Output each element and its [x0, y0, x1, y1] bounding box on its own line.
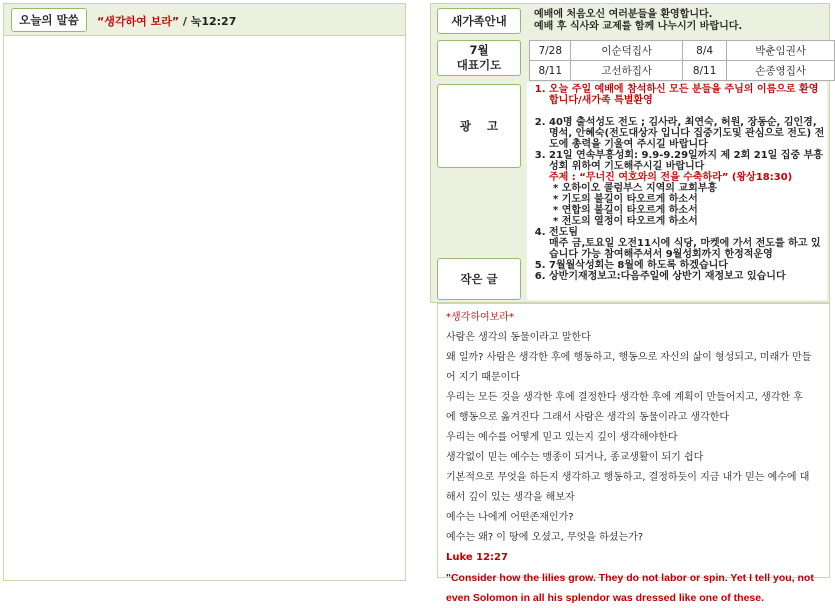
announcements-content [527, 82, 827, 300]
prayer-label [437, 40, 521, 76]
announcement-4-body: 매주 금,토요일 오전11시에 식당, 마켓에 가서 전도를 하고 있습니다 가능 참여해주셔서 9월성회까지 한정적운영 [549, 238, 821, 260]
essay-line: 기본적으로 무엇을 하든지 생각하고 행동하고, 결정하듯이 지금 내가 믿는 예수에 대 [446, 472, 810, 483]
essay-heading: *생각하여보라* [446, 312, 514, 323]
todays-word-label-text: 오늘의 말씀 [19, 13, 79, 27]
announcement-3-sub: * 전도의 열정이 타오르게 하소서 [553, 216, 698, 227]
list-item [549, 84, 827, 117]
todays-word-label [11, 8, 87, 32]
scripture-quote-line-1: "Consider how the lilies grow. They do not labor or spin. Yet I tell you, not [446, 572, 814, 584]
essay-line: 에 행동으로 옮겨진다 그래서 사람은 생각의 동물이라고 생각한다 [446, 412, 730, 423]
table-cell: 손종영집사 [727, 61, 835, 81]
essay-line: 우리는 예수를 어떻게 믿고 있는지 깊이 생각해야한다 [446, 432, 678, 443]
list-item [549, 150, 827, 227]
table-cell: 박춘임권사 [727, 41, 835, 61]
announcement-3: 21일 연속부흥성회: 9.9-9.29일까지 제 2회 21일 집중 부흥성회 위하여 기도해주시길 바랍니다 [549, 150, 823, 172]
prayer-schedule [529, 40, 835, 81]
list-item [549, 260, 827, 271]
verse-reference: / 눅12:27 [179, 15, 237, 28]
table-cell: 8/11 [530, 61, 571, 81]
list-item [549, 227, 827, 260]
table-cell: 고선하집사 [571, 61, 683, 81]
newcomer-line-2: 예배 후 식사와 교제를 함께 나누시기 바랍니다. [534, 21, 743, 32]
essay-line: 예수는 왜? 이 땅에 오셨고, 무엇을 하셨는가? [446, 532, 644, 543]
essay-line: 예수는 나에게 어떤존재인가? [446, 512, 574, 523]
newcomer-label-text: 새가족안내 [451, 14, 507, 28]
announcement-3-sub: * 오하이오 콜럼부스 지역의 교회부흥 [553, 183, 718, 194]
prayer-label-month: 7월 [469, 43, 489, 57]
essay-line: 생각없이 믿는 예수는 맹종이 되거나, 종교생활이 되기 쉽다 [446, 452, 704, 463]
announcement-5: 7월월삭성회는 8월에 하도록 하겠습니다 [549, 260, 728, 271]
table-row [530, 61, 835, 81]
scripture-reference: Luke 12:27 [446, 552, 508, 563]
scripture-quote-line-2: even Solomon in all his splendor was dressed like one of these. [446, 592, 765, 604]
announcement-3-sub: * 연합의 불길이 타오르게 하소서 [553, 205, 698, 216]
table-cell: 이순덕집사 [571, 41, 683, 61]
table-cell: 7/28 [530, 41, 571, 61]
essay-line: 어 지기 때문이다 [446, 372, 520, 383]
essay-line: 사람은 생각의 동물이라고 말한다 [446, 332, 591, 343]
essay-line: 왜 일까? 사람은 생각한 후에 행동하고, 행동으로 자신의 삶이 형성되고, 미래가 만들 [446, 352, 812, 363]
announcement-1: 오늘 주일 예배에 참석하신 모든 분들을 주님의 이름으로 환영합니다/새가족 특별환영 [549, 84, 819, 106]
list-item [549, 117, 827, 150]
announcement-3-theme: 주제 : “무너진 여호와의 전을 수축하라” (왕상18:30) [549, 172, 793, 183]
announcements-list [527, 84, 827, 282]
newcomer-message [534, 9, 742, 33]
newcomer-label [437, 8, 521, 34]
essay-line: 해서 깊이 있는 생각을 해보자 [446, 492, 575, 503]
essay-section [437, 303, 830, 604]
small-writing-label-text: 작은 글 [460, 272, 498, 286]
announcements-label [437, 84, 521, 168]
verse-title [97, 13, 236, 29]
table-cell: 8/4 [682, 41, 726, 61]
essay-line: 우리는 모든 것을 생각한 후에 결정한다 생각한 후에 계획이 만들어지고, 생각한 후 [446, 392, 803, 403]
newcomer-line-1: 예배에 처음오신 여러분들을 환영합니다. [534, 9, 713, 20]
table-row [530, 41, 835, 61]
table-cell: 8/11 [682, 61, 726, 81]
small-writing-label [437, 258, 521, 300]
announcement-6: 상반기재정보고:다음주일에 상반기 재정보고 있습니다 [549, 271, 786, 282]
verse-title-text: “생각하여 보라” [97, 15, 180, 28]
announcement-2: 40명 출석성도 전도 ; 김사라, 최연숙, 허원, 장동순, 김인경, 명석, 안혜숙(전도대상자 입니다 집중기도및 관심으로 전도) 전도에 총력을 기울여 주시길 바랍니다 [549, 117, 825, 150]
left-content-area [3, 36, 406, 581]
prayer-table [529, 40, 835, 81]
announcement-3-sub: * 기도의 불길이 타오르게 하소서 [553, 194, 698, 205]
announcement-4-title: 전도팀 [549, 227, 578, 238]
list-item [549, 271, 827, 282]
prayer-label-title: 대표기도 [456, 58, 502, 72]
announcements-label-text: 광 고 [459, 119, 499, 133]
